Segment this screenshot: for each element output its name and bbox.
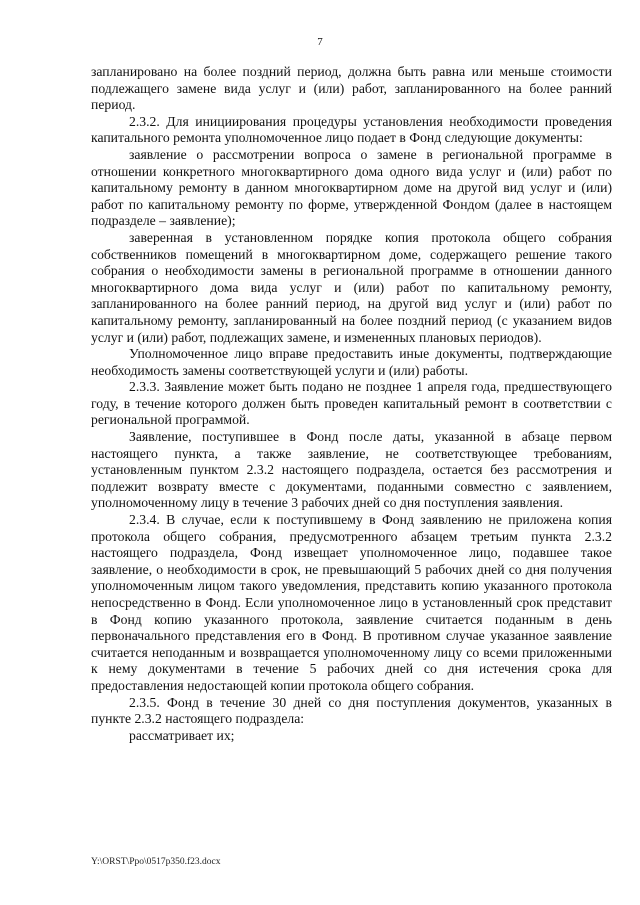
paragraph-other-documents: Уполномоченное лицо вправе предоставить иные документы, подтверждающие необходимость замены соответствующей услуги и (или) работы. [91,346,612,378]
footer-file-path: Y:\ORST\Ppo\0517p350.f23.docx [91,857,221,867]
paragraph-protocol-copy: заверенная в установленном порядке копия протокола общего собрания собственников помещений в многоквартирном доме, содержащего решение такого собрания о необходимости замены в региональной программе в отношении данного многоквартирного дома вида услуг и (или) работ по капитальному ремонту, запланированного на более ранний период, на другой вид услуг и (или) работ по капитальному ремонту, запланированный на более поздний период (с указанием видов услуг и (или) работ, подлежащих замене, и измененных плановых периодов). [91,229,612,345]
paragraph-considers: рассматривает их; [129,727,235,743]
paragraph-application: заявление о рассмотрении вопроса о замене в региональной программе в отношении конкретного многоквартирного дома одного вида услуг и (или) работ по капитальному ремонту в данном многоквартирном доме на другой вид услуг и (или) работ по капитальному ремонту по форме, утвержденной Фондом (далее в настоящем подразделе – заявление); [91,146,612,229]
paragraph-late-application: Заявление, поступившее в Фонд после даты, указанной в абзаце первом настоящего пункта, а также заявление, не соответствующее требованиям, установленным пунктом 2.3.2 настоящего подраздела, остается без рассмотрения и подлежит возврату вместе с документами, поданными совместно с заявлением, уполномоченному лицу в течение 3 рабочих дней со дня поступления заявления. [91,429,612,511]
paragraph-continuation: запланировано на более поздний период, должна быть равна или меньше стоимости подлежащего замене вида услуг и (или) работ, запланированного на более ранний период. [91,64,612,113]
paragraph-2-3-2: 2.3.2. Для инициирования процедуры установления необходимости проведения капитального ремонта уполномоченное лицо подает в Фонд следующие документы: [91,113,612,146]
paragraph-2-3-5: 2.3.5. Фонд в течение 30 дней со дня поступления документов, указанных в пункте 2.3.2 настоящего подраздела: [91,694,612,727]
page-number: 7 [317,36,323,48]
document-body [91,64,612,744]
paragraph-2-3-3: 2.3.3. Заявление может быть подано не позднее 1 апреля года, предшествующего году, в течение которого должен быть проведен капитальный ремонт в соответствии с региональной программой. [91,379,612,428]
paragraph-2-3-4: 2.3.4. В случае, если к поступившему в Фонд заявлению не приложена копия протокола общего собрания, предусмотренного абзацем третьим пункта 2.3.2 настоящего подраздела, Фонд извещает уполномоченное лицо, подавшее такое заявление, о необходимости в срок, не превышающий 5 рабочих дней со дня получения уполномоченным лицом такого уведомления, представить копию указанного протокола непосредственно в Фонд. Если уполномоченное лицо в установленный срок представит в Фонд копию указанного протокола, заявление считается поданным в день первоначального представления его в Фонд. В противном случае указанное заявление считается неподанным и возвращается уполномоченному лицу со всеми приложенными к нему документами в течение 5 рабочих дней со дня истечения срока для предоставления недостающей копии протокола общего собрания. [91,512,612,693]
